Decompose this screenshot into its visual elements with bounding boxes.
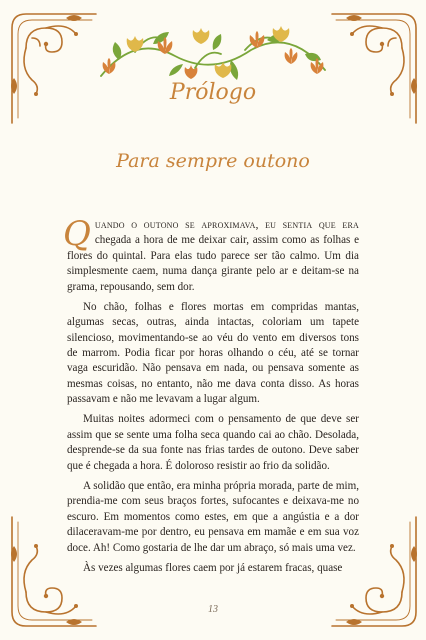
corner-flourish-top-right <box>326 8 422 128</box>
paragraph-2: No chão, folhas e flores mortas em compridas mantas, algumas secas, outras, ainda intactas, coloriam um tapete silencioso, movimentando-se ao véu do vento em diversos tons de marrom. Podia ficar por horas olhando o céu, até se tornar vaga escuridão. Não pensava em nada, ou pensava somente as mesmas coisas, no entanto, não me dava conta disso. As horas passavam e não me levavam a lugar algum. <box>67 300 359 406</box>
paragraph-4: A solidão que então, era minha própria morada, parte de mim, prendia-me com seus braços fortes, sufocantes e deixava-me no escuro. Em momentos como estes, em que a angústia e a dor dilaceravam-me por dentro, eu pensava em mamãe e em sua voz doce. Ah! Como gostaria de lhe dar um abraço, só mais uma vez. <box>67 479 359 554</box>
body-text <box>63 214 359 581</box>
chapter-title: Para sempre outono <box>116 150 310 172</box>
floral-vine-ornament <box>95 14 331 90</box>
corner-flourish-top-left <box>6 8 102 128</box>
chapter-heading: Prólogo <box>169 80 257 105</box>
drop-cap: Q <box>63 214 91 254</box>
paragraph-3: Muitas noites adormeci com o pensamento de que deve ser assim que se sente uma folha seca quando cai ao chão. Desolada, desprende-se da sua fonte nas frias tardes de outono. Deve saber que é chegada a hora. É doloroso resistir ao frio da solidão. <box>67 413 359 472</box>
page-number: 13 <box>208 604 218 615</box>
paragraph-5: Às vezes algumas flores caem por já estarem fracas, quase <box>83 561 343 574</box>
paragraph-1 <box>63 214 359 295</box>
opening-small-caps: uando o outono se aproximava, eu sentia que era <box>94 219 359 231</box>
paragraph-1-text: chegada a hora de me deixar cair, assim como as folhas e flores do quintal. Para elas tudo parece ser tão calmo. Um dia simplesmente caem, numa dança girante pelo ar e deitam-se na grama, repousando, sem dor. <box>67 234 359 293</box>
